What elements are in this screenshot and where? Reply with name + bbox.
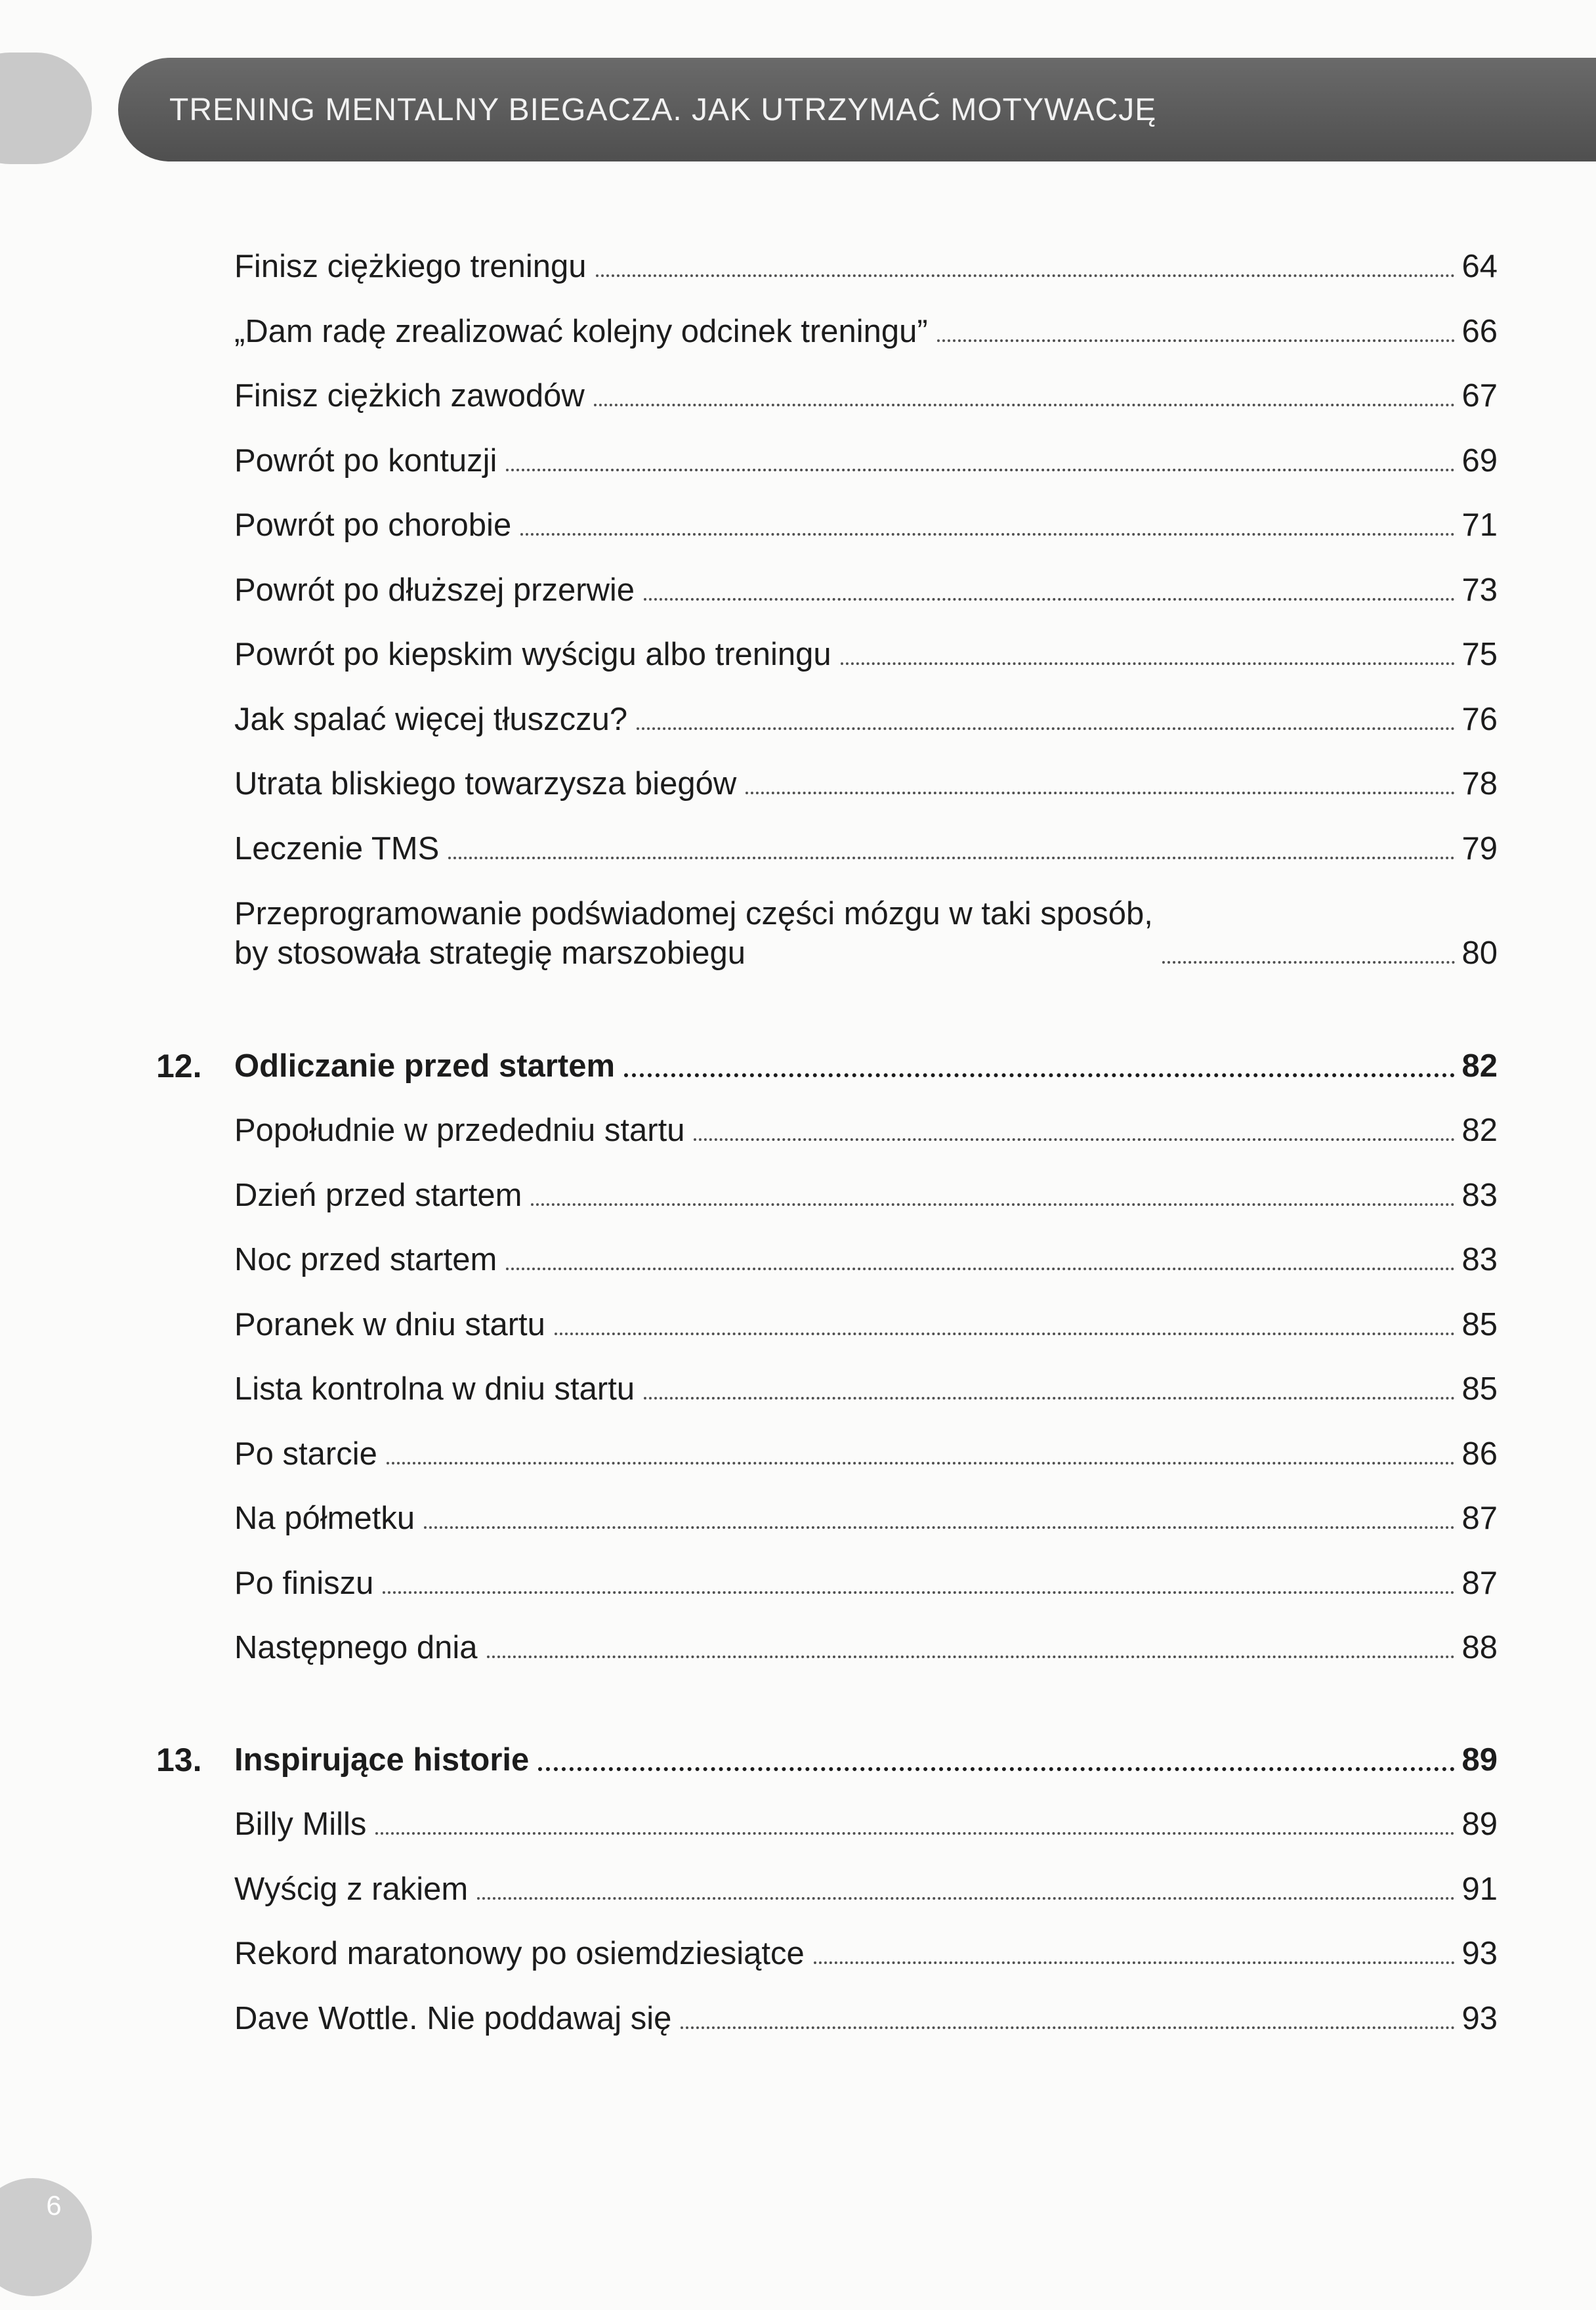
toc-entry[interactable] (234, 1805, 1498, 1844)
toc-entry[interactable] (234, 570, 1498, 610)
toc-chapter-page: 89 (1461, 1742, 1498, 1778)
toc-entry-page: 89 (1461, 1807, 1498, 1842)
toc-entry[interactable] (234, 700, 1498, 739)
toc-entry-page: 83 (1461, 1178, 1498, 1213)
dot-leader (594, 404, 1456, 406)
dot-leader (531, 1203, 1455, 1206)
toc-entry-page: 73 (1461, 572, 1498, 608)
toc-entry[interactable] (234, 505, 1498, 545)
dot-leader (487, 1656, 1456, 1658)
toc-entry-page: 75 (1461, 637, 1498, 672)
toc-entry-title: Rekord maratonowy po osiemdziesiątce (234, 1936, 805, 1971)
toc-entry-title: Powrót po chorobie (234, 507, 512, 543)
toc-entry-title: Poranek w dniu startu (234, 1307, 545, 1342)
toc-entry-title: Finisz ciężkich zawodów (234, 378, 585, 414)
toc-entry[interactable] (234, 1499, 1498, 1538)
toc-entry-page: 66 (1461, 314, 1498, 349)
toc-entry-page: 91 (1461, 1872, 1498, 1907)
toc-entry-title: Powrót po dłuższej przerwie (234, 572, 635, 608)
page-number: 6 (46, 2190, 62, 2221)
dot-leader (424, 1526, 1455, 1529)
toc-entry-page: 71 (1461, 507, 1498, 543)
toc-entry-page: 88 (1461, 1630, 1498, 1665)
toc-entry-title: Jak spalać więcej tłuszczu? (234, 702, 628, 737)
toc-entry-page: 87 (1461, 1566, 1498, 1601)
toc-entry[interactable] (234, 1176, 1498, 1215)
toc-entry[interactable] (234, 441, 1498, 481)
toc-entry-title: Utrata bliskiego towarzysza biegów (234, 766, 737, 802)
toc-entry-title: Billy Mills (234, 1807, 367, 1842)
toc-chapter-title: Odliczanie przed startem (234, 1048, 616, 1084)
toc-entry[interactable] (234, 312, 1498, 351)
toc-entry-title: Następnego dnia (234, 1630, 478, 1665)
dot-leader (477, 1897, 1455, 1900)
dot-leader (841, 662, 1456, 665)
toc-entry-page: 64 (1461, 249, 1498, 284)
toc-entry-page: 79 (1461, 831, 1498, 866)
dot-leader (681, 2026, 1455, 2029)
toc-entry-page: 67 (1461, 378, 1498, 414)
toc-entry-title: Dave Wottle. Nie poddawaj się (234, 2001, 672, 2036)
chapter-number: 12. (156, 1048, 202, 1084)
toc-entry[interactable] (234, 1240, 1498, 1279)
dot-leader (448, 857, 1455, 859)
dot-leader (506, 1268, 1455, 1270)
toc-entry-title: Lista kontrolna w dniu startu (234, 1371, 635, 1407)
dot-leader (596, 274, 1456, 277)
toc-chapter-heading[interactable] (234, 1046, 1498, 1086)
toc-entry-title: Po finiszu (234, 1566, 374, 1601)
toc-entry-title: Na półmetku (234, 1501, 415, 1536)
dot-leader (814, 1961, 1456, 1964)
dot-leader (637, 727, 1455, 730)
dot-leader (555, 1333, 1456, 1335)
toc-entry[interactable] (234, 1369, 1498, 1409)
toc-entry-title: Popołudnie w przededniu startu (234, 1113, 685, 1148)
dot-leader (375, 1832, 1455, 1835)
toc-entry-page: 69 (1461, 443, 1498, 479)
toc-entry[interactable] (234, 1999, 1498, 2038)
toc-entry-title: „Dam radę zrealizować kolejny odcinek treningu” (234, 314, 928, 349)
toc-entry-page: 86 (1461, 1436, 1498, 1472)
toc-entry-page: 93 (1461, 2001, 1498, 2036)
toc-entry-page: 80 (1461, 935, 1498, 971)
dot-leader (1162, 961, 1456, 964)
toc-entry[interactable] (234, 1934, 1498, 1973)
toc-entry-title: Noc przed startem (234, 1242, 497, 1277)
dot-leader (506, 469, 1455, 471)
toc-entry-page: 85 (1461, 1307, 1498, 1342)
toc-entry[interactable] (234, 1305, 1498, 1344)
toc-entry[interactable] (234, 1564, 1498, 1603)
toc-entry[interactable] (234, 376, 1498, 416)
toc-entry[interactable] (234, 635, 1498, 674)
toc-entry[interactable] (234, 829, 1498, 868)
toc-entry[interactable] (234, 894, 1498, 973)
toc-entry-title: Finisz ciężkiego treningu (234, 249, 587, 284)
toc-entry-page: 76 (1461, 702, 1498, 737)
running-header-title: TRENING MENTALNY BIEGACZA. JAK UTRZYMAĆ MOTYWACJĘ (169, 93, 1157, 127)
toc-entry-page: 93 (1461, 1936, 1498, 1971)
toc-entry[interactable] (234, 1628, 1498, 1667)
toc-entry-title: Przeprogramowanie podświadomej części mózgu w taki sposób, by stosowała strategię marszobiegu (234, 896, 1153, 971)
dot-leader (538, 1767, 1455, 1771)
toc-chapter-heading[interactable] (234, 1740, 1498, 1780)
toc-entry-title: Po starcie (234, 1436, 377, 1472)
toc-chapter-page: 82 (1461, 1048, 1498, 1084)
dot-leader (383, 1591, 1455, 1594)
dot-leader (644, 1397, 1455, 1400)
chapter-number: 13. (156, 1742, 202, 1778)
toc-entry-page: 87 (1461, 1501, 1498, 1536)
toc-entry-title: Wyścig z rakiem (234, 1872, 469, 1907)
toc-entry-page: 85 (1461, 1371, 1498, 1407)
toc-entry-title: Dzień przed startem (234, 1178, 522, 1213)
toc-entry[interactable] (234, 764, 1498, 803)
toc-entry-title: Powrót po kiepskim wyścigu albo treningu (234, 637, 831, 672)
toc-entry[interactable] (234, 247, 1498, 286)
toc-chapter-title: Inspirujące historie (234, 1742, 530, 1778)
toc-entry[interactable] (234, 1870, 1498, 1909)
dot-leader (746, 792, 1455, 794)
dot-leader (624, 1073, 1455, 1077)
dot-leader (387, 1462, 1456, 1465)
dot-leader (520, 533, 1455, 536)
dot-leader (644, 598, 1455, 601)
toc-entry-page: 82 (1461, 1113, 1498, 1148)
dot-leader (937, 339, 1456, 342)
toc-entry[interactable] (234, 1111, 1498, 1150)
toc-entry-page: 78 (1461, 766, 1498, 802)
toc-entry[interactable] (234, 1434, 1498, 1474)
toc-entry-title: Powrót po kontuzji (234, 443, 497, 479)
dot-leader (694, 1138, 1455, 1141)
toc-entry-title: Leczenie TMS (234, 831, 440, 866)
toc-entry-page: 83 (1461, 1242, 1498, 1277)
